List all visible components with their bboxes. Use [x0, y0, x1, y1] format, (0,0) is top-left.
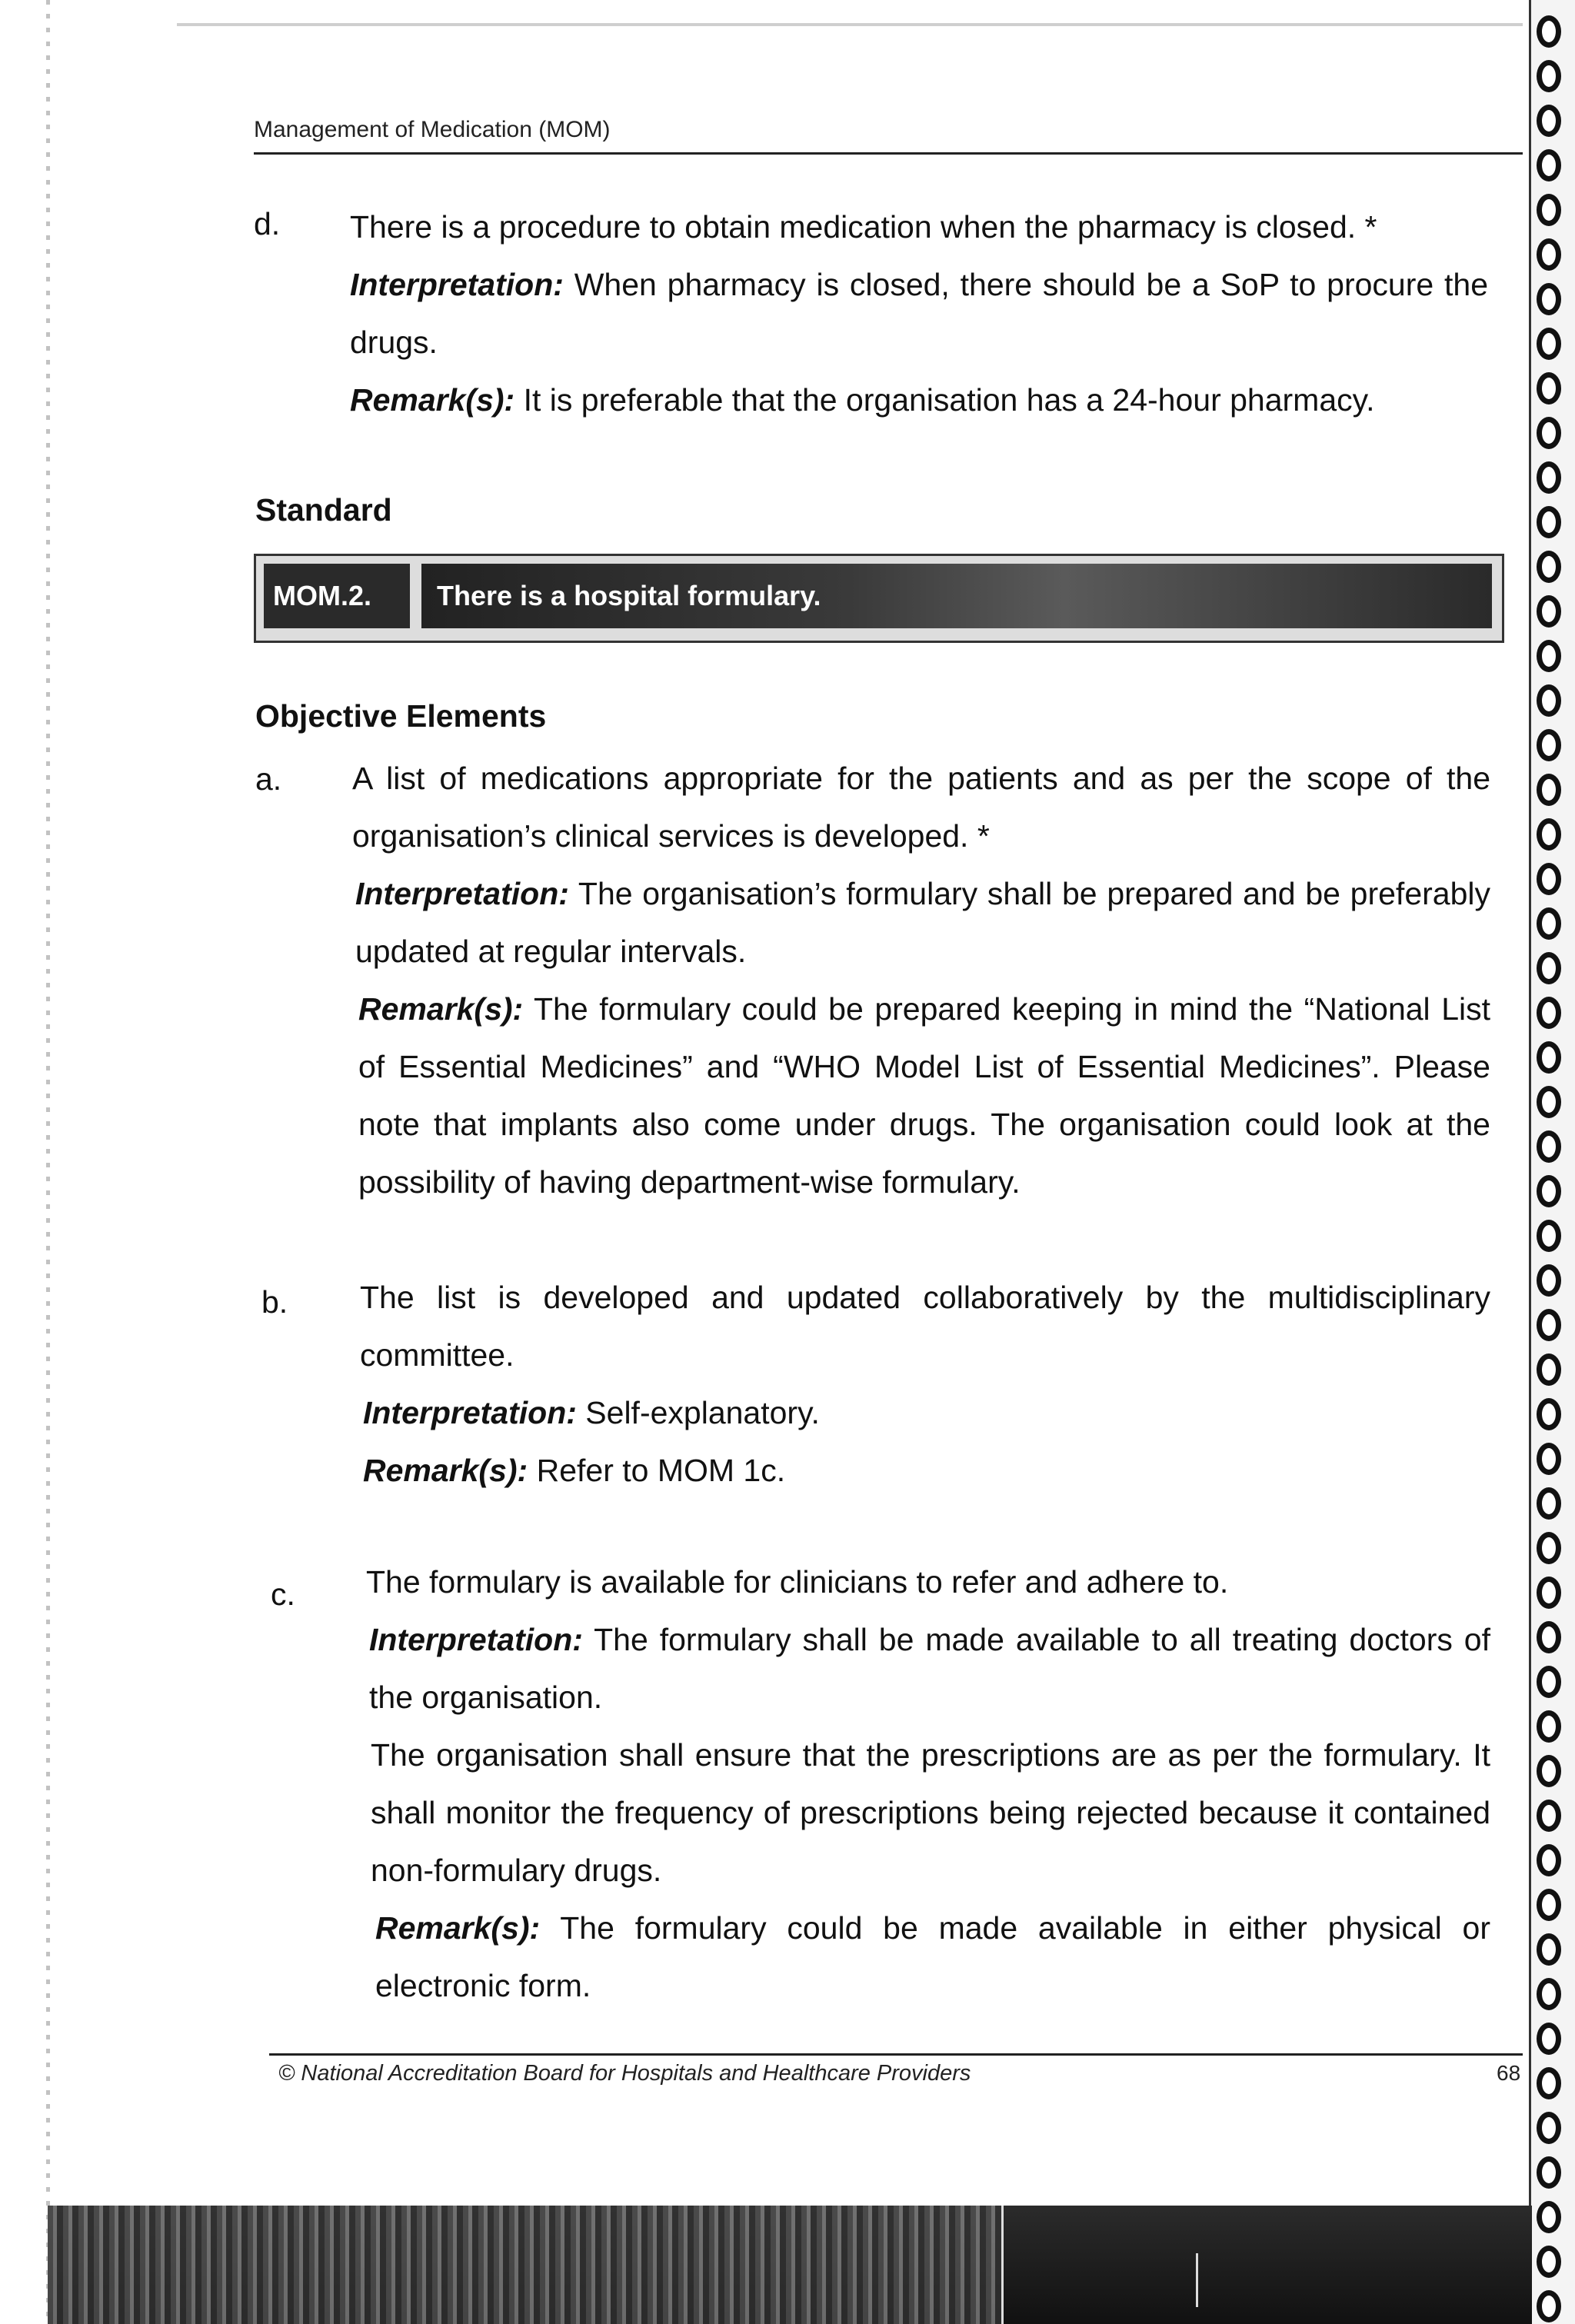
remark-text: Refer to MOM 1c. — [528, 1453, 786, 1488]
item-d-interpretation — [350, 256, 1488, 371]
remark-text: It is preferable that the organisation has a 24-hour pharmacy. — [514, 382, 1375, 418]
binder-ring-icon — [1537, 60, 1561, 92]
item-c-remark — [375, 1899, 1490, 2015]
page-number: 68 — [1497, 2061, 1521, 2085]
binder-ring-icon — [1537, 1086, 1561, 1118]
standard-heading: Standard — [255, 492, 392, 528]
item-b-remark — [363, 1442, 1490, 1500]
item-a-interpretation — [355, 865, 1490, 981]
scan-top-artifact — [177, 23, 1523, 26]
binder-ring-icon — [1537, 1800, 1561, 1832]
remark-text: The formulary could be prepared keeping in mind the “National List of Essential Medicines” and “WHO Model List of Essential Medicines”. Please note that implants also come under drugs. The organisation could look at the possibility of having department-wise formulary. — [358, 991, 1490, 1200]
objective-elements-heading: Objective Elements — [255, 698, 547, 734]
binder-ring-icon — [1537, 1309, 1561, 1341]
footer-rule — [269, 2053, 1523, 2056]
item-c-text: The formulary is available for clinicians to refer and adhere to. — [366, 1564, 1229, 1600]
item-c-marker: c. — [271, 1577, 295, 1612]
item-d-text: There is a procedure to obtain medication when the pharmacy is closed. * — [350, 209, 1377, 245]
remark-label: Remark(s): — [350, 382, 515, 418]
interpretation-text: When pharmacy is closed, there should be a SoP to procure the drugs. — [350, 267, 1488, 360]
binder-ring-icon — [1537, 328, 1561, 360]
binder-ring-icon — [1537, 1844, 1561, 1876]
binder-ring-icon — [1537, 1398, 1561, 1430]
item-d-remark — [350, 371, 1488, 429]
binder-ring-icon — [1537, 1175, 1561, 1207]
binder-ring-icon — [1537, 1130, 1561, 1163]
binder-ring-icon — [1537, 1443, 1561, 1475]
remark-label: Remark(s): — [363, 1453, 528, 1488]
item-c-interpretation — [369, 1611, 1490, 1726]
binder-ring-icon — [1537, 640, 1561, 672]
standard-title: There is a hospital formulary. — [421, 564, 1492, 628]
binder-ring-icon — [1537, 1577, 1561, 1609]
binder-ring-icon — [1537, 997, 1561, 1029]
scan-band-mark — [1196, 2253, 1198, 2307]
binder-ring-icon — [1537, 2201, 1561, 2233]
binder-ring-icon — [1537, 818, 1561, 851]
header-rule — [254, 152, 1523, 155]
binder-ring-icon — [1537, 595, 1561, 628]
binder-ring-icon — [1537, 1532, 1561, 1564]
item-a-remark — [358, 981, 1490, 1211]
interpretation-label: Interpretation: — [350, 267, 564, 302]
binder-ring-icon — [1537, 461, 1561, 494]
interpretation-text: The formulary shall be made available to all treating doctors of the organisation. — [369, 1622, 1490, 1715]
interpretation-label: Interpretation: — [363, 1395, 577, 1430]
binder-ring-icon — [1537, 1755, 1561, 1787]
binder-ring-icon — [1537, 1220, 1561, 1252]
binder-ring-icon — [1537, 194, 1561, 226]
binder-ring-icon — [1537, 952, 1561, 984]
item-c-extra-text: The organisation shall ensure that the prescriptions are as per the formulary. It shall monitor the frequency of prescriptions being rejected because it contained non-formulary drugs. — [371, 1737, 1490, 1888]
scan-bottom-texture — [48, 2206, 1001, 2324]
scan-band-separator — [1001, 2206, 1004, 2324]
binder-ring-icon — [1537, 2246, 1561, 2278]
item-b-marker: b. — [261, 1284, 288, 1320]
binder-ring-icon — [1537, 2290, 1561, 2322]
binder-ring-icon — [1537, 1264, 1561, 1297]
binder-ring-icon — [1537, 1710, 1561, 1743]
binder-ring-icon — [1537, 729, 1561, 761]
binder-ring-icon — [1537, 2156, 1561, 2189]
item-a-marker: a. — [255, 761, 282, 797]
binder-ring-icon — [1537, 149, 1561, 181]
binder-ring-icon — [1537, 1933, 1561, 1966]
binder-ring-icon — [1537, 774, 1561, 806]
remark-text: The formulary could be made available in either physical or electronic form. — [375, 1910, 1490, 2003]
item-b-text: The list is developed and updated collaboratively by the multidisciplinary committee. — [360, 1280, 1490, 1373]
binder-ring-icon — [1537, 1353, 1561, 1386]
binder-ring-icon — [1537, 1978, 1561, 2010]
binder-ring-icon — [1537, 372, 1561, 405]
binder-ring-icon — [1537, 1666, 1561, 1698]
standard-code: MOM.2. — [264, 564, 410, 628]
binder-ring-icon — [1537, 1487, 1561, 1520]
binder-ring-icon — [1537, 684, 1561, 717]
binder-ring-icon — [1537, 2023, 1561, 2055]
interpretation-label: Interpretation: — [355, 876, 569, 911]
binder-ring-icon — [1537, 283, 1561, 315]
footer-copyright: © National Accreditation Board for Hospitals and Healthcare Providers — [278, 2061, 971, 2086]
binder-ring-icon — [1537, 1041, 1561, 1074]
binder-ring-icon — [1537, 417, 1561, 449]
binder-ring-icon — [1537, 863, 1561, 895]
binder-ring-icon — [1537, 105, 1561, 137]
binder-ring-icon — [1537, 551, 1561, 583]
item-b-interpretation — [363, 1384, 1490, 1442]
item-a-text: A list of medications appropriate for the patients and as per the scope of the organisation’s clinical services is developed. * — [352, 761, 1490, 854]
binder-ring-icon — [1537, 506, 1561, 538]
binder-ring-icon — [1537, 2112, 1561, 2144]
binder-ring-icon — [1537, 907, 1561, 940]
binder-ring-icon — [1537, 15, 1561, 48]
binder-ring-icon — [1537, 238, 1561, 271]
binder-ring-icon — [1537, 1889, 1561, 1921]
remark-label: Remark(s): — [358, 991, 524, 1027]
interpretation-text: The organisation’s formulary shall be prepared and be preferably updated at regular intervals. — [355, 876, 1490, 969]
running-header: Management of Medication (MOM) — [254, 117, 611, 142]
binder-ring-icon — [1537, 2067, 1561, 2099]
item-d-marker: d. — [254, 206, 281, 241]
binder-ring-icon — [1537, 1621, 1561, 1653]
scan-edge-artifact — [46, 0, 50, 2324]
interpretation-text: Self-explanatory. — [576, 1395, 820, 1430]
remark-label: Remark(s): — [375, 1910, 541, 1946]
interpretation-label: Interpretation: — [369, 1622, 583, 1657]
